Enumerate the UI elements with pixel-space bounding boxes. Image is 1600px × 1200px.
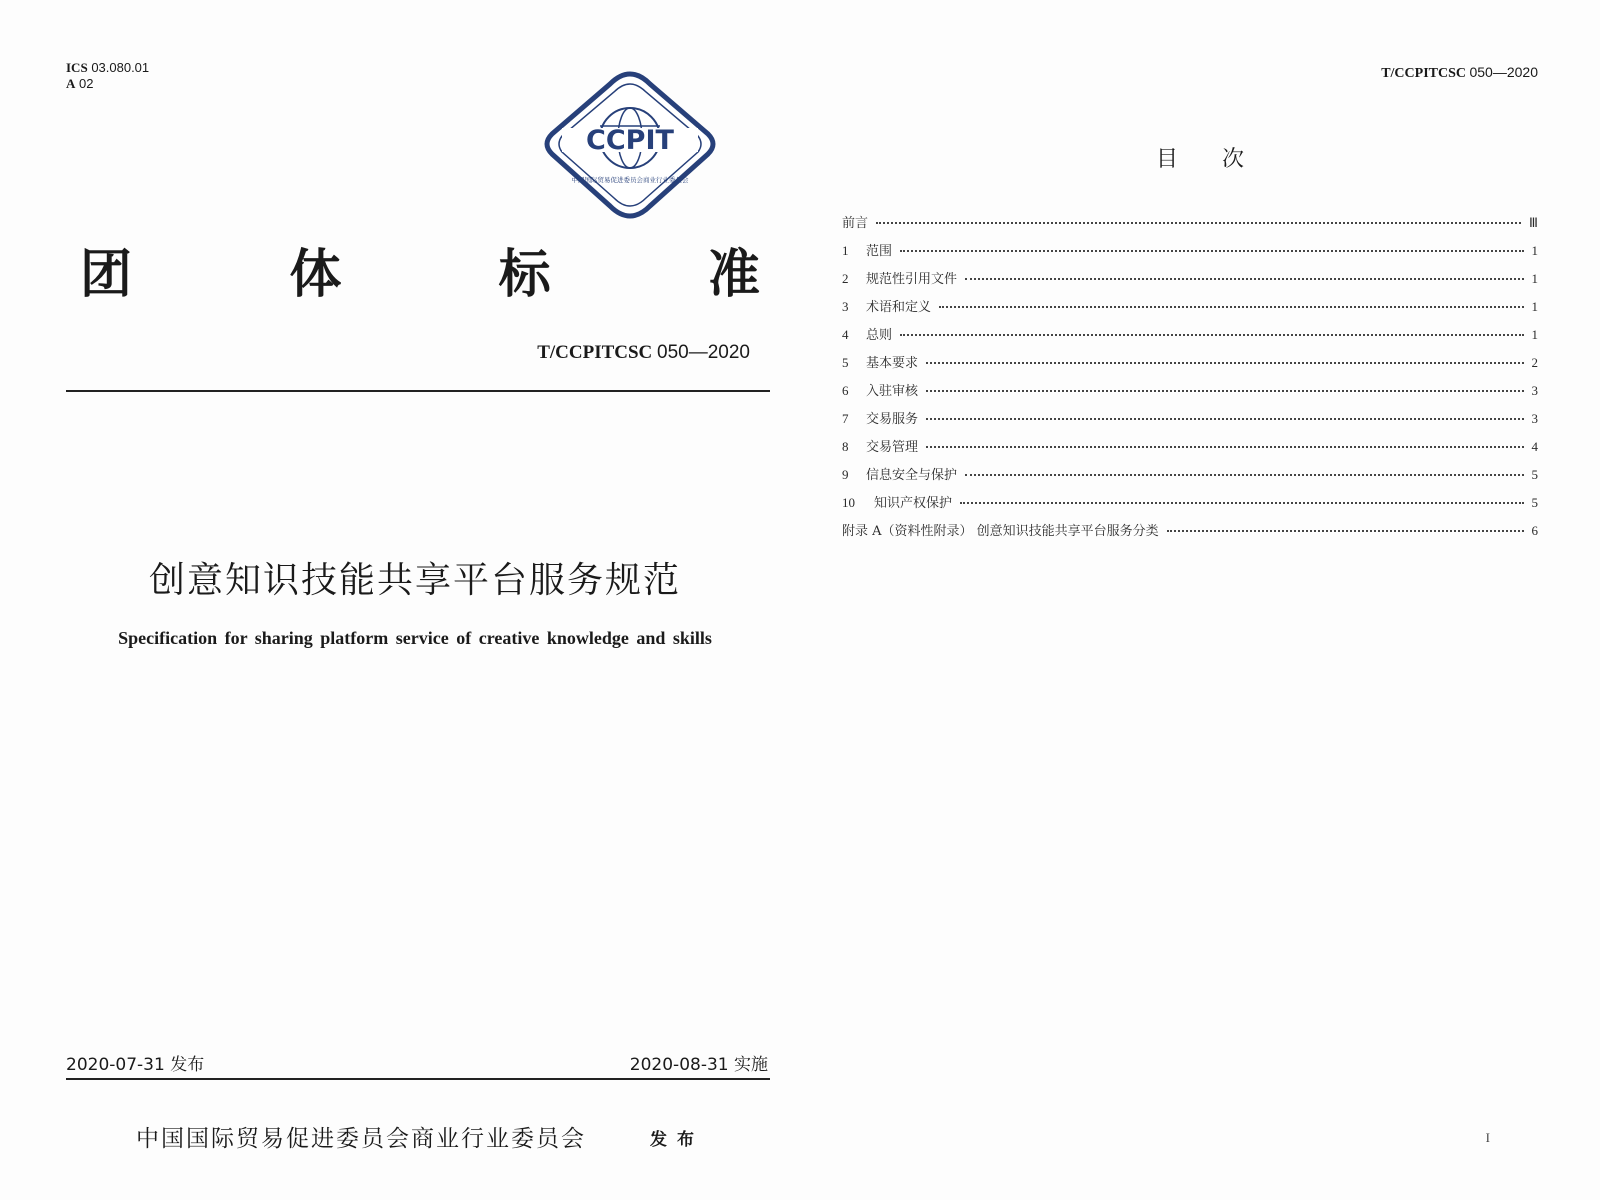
footer-divider (66, 1078, 770, 1080)
toc-label: 术语和定义 (866, 300, 932, 315)
title-char: 体 (289, 245, 342, 305)
footer-page-number: I (1485, 1130, 1490, 1145)
toc-label: 范围 (866, 244, 893, 259)
document-title-en: Specification for sharing platform service of creative knowledge and skills (118, 628, 712, 648)
toc-label: 附录 A（资料性附录） 创意知识技能共享平台服务分类 (842, 524, 1159, 539)
toc-page (800, 0, 1600, 1200)
toc-entry[interactable] (842, 436, 1538, 464)
toc-number: 10 (842, 495, 855, 510)
toc-label: 基本要求 (866, 356, 919, 371)
toc-leader-dots (965, 278, 1523, 280)
toc-page-number: 1 (1531, 271, 1538, 286)
toc-number: 3 (842, 299, 849, 314)
toc-page-number: 1 (1531, 299, 1538, 314)
title-char: 准 (707, 245, 760, 305)
toc-label: 规范性引用文件 (866, 272, 958, 287)
toc-entry[interactable] (842, 492, 1538, 520)
toc-number: 7 (842, 411, 849, 426)
toc-leader-dots (876, 222, 1521, 224)
toc-entry[interactable] (842, 380, 1538, 408)
toc-leader-dots (939, 306, 1523, 308)
toc-number: 1 (842, 243, 849, 258)
standard-code (537, 342, 750, 364)
toc-entry[interactable] (842, 520, 1538, 548)
header-code-number: 050—2020 (1469, 64, 1538, 80)
class-label: A (66, 76, 76, 91)
standard-type-title (80, 245, 760, 305)
toc-entry[interactable] (842, 240, 1538, 268)
toc-leader-dots (960, 502, 1523, 504)
toc-entry[interactable] (842, 352, 1538, 380)
toc-page-number: 5 (1531, 495, 1538, 510)
header-code-prefix: T/CCPITCSC (1381, 66, 1466, 81)
toc-number: 5 (842, 355, 849, 370)
toc-label: 交易管理 (866, 440, 919, 455)
toc-label: 交易服务 (866, 412, 919, 427)
ccpit-logo (540, 70, 720, 220)
toc-page-number: 2 (1531, 355, 1538, 370)
toc-entry[interactable] (842, 212, 1538, 240)
toc-leader-dots (926, 362, 1523, 364)
toc-leader-dots (900, 250, 1523, 252)
logo-text: CCPIT (586, 125, 674, 156)
table-of-contents (842, 212, 1538, 548)
ics-label: ICS (66, 60, 88, 75)
ics-code: 03.080.01 (91, 60, 150, 75)
publish-date: 2020-07-31 发布 (66, 1055, 205, 1075)
toc-label: 总则 (866, 328, 893, 343)
toc-number: 6 (842, 383, 849, 398)
class-code: 02 (79, 76, 94, 91)
toc-page-number: 3 (1531, 383, 1538, 398)
toc-number: 4 (842, 327, 849, 342)
toc-page-number: 1 (1531, 327, 1538, 342)
title-char: 团 (80, 245, 133, 305)
toc-page-number: 4 (1531, 439, 1538, 454)
ics-classification (66, 60, 149, 92)
standard-code-number: 050—2020 (657, 342, 750, 363)
toc-leader-dots (965, 474, 1523, 476)
toc-leader-dots (900, 334, 1523, 336)
toc-page-number: 6 (1531, 523, 1538, 538)
toc-page-number: 5 (1531, 467, 1538, 482)
toc-leader-dots (1167, 530, 1524, 532)
toc-title: 目次 (1155, 147, 1288, 172)
toc-label: 入驻审核 (866, 384, 919, 399)
toc-entry[interactable] (842, 296, 1538, 324)
toc-label: 前言 (842, 216, 869, 231)
implement-date: 2020-08-31 实施 (629, 1055, 768, 1075)
standard-code-prefix: T/CCPITCSC (537, 342, 653, 363)
toc-label: 信息安全与保护 (866, 468, 958, 483)
toc-leader-dots (926, 418, 1523, 420)
toc-entry[interactable] (842, 324, 1538, 352)
title-char: 标 (498, 245, 551, 305)
toc-number: 9 (842, 467, 849, 482)
toc-label: 知识产权保护 (874, 496, 953, 511)
toc-leader-dots (926, 446, 1523, 448)
toc-leader-dots (926, 390, 1523, 392)
toc-page-number: Ⅲ (1529, 215, 1538, 230)
publish-word: 发布 (650, 1130, 704, 1150)
document-title-cn: 创意知识技能共享平台服务规范 (148, 560, 681, 601)
publisher: 中国国际贸易促进委员会商业行业委员会 (136, 1126, 586, 1152)
toc-entry[interactable] (842, 464, 1538, 492)
toc-number: 2 (842, 271, 849, 286)
toc-page-number: 1 (1531, 243, 1538, 258)
toc-entry[interactable] (842, 268, 1538, 296)
toc-number: 8 (842, 439, 849, 454)
page-header-code (1381, 64, 1538, 82)
logo-ring-text: 中国国际贸易促进委员会商业行业委员会 (571, 176, 689, 184)
toc-page-number: 3 (1531, 411, 1538, 426)
toc-entry[interactable] (842, 408, 1538, 436)
header-divider (66, 390, 770, 392)
